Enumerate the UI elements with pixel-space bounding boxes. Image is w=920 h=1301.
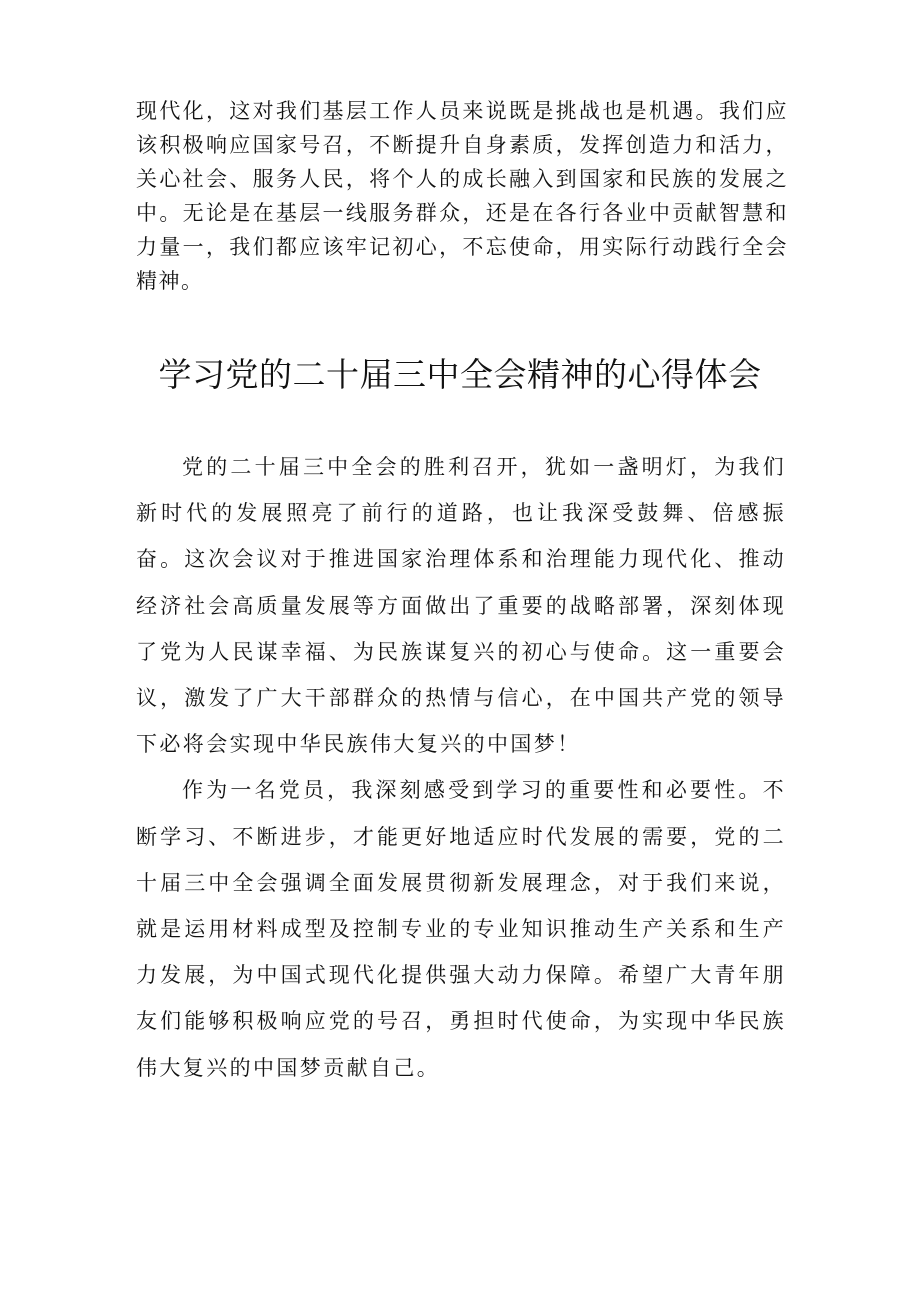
previous-section-paragraph: 现代化，这对我们基层工作人员来说既是挑战也是机遇。我们应该积极响应国家号召，不断提升自身素质，发挥创造力和活力，关心社会、服务人民，将个人的成长融入到国家和民族的发展之中。无论是在基层一线服务群众，还是在各行各业中贡献智慧和力量一，我们都应该牢记初心，不忘使命，用实际行动践行全会精神。 bbox=[136, 99, 788, 293]
article-paragraph-1: 党的二十届三中全会的胜利召开，犹如一盏明灯，为我们新时代的发展照亮了前行的道路，也让我深受鼓舞、倍感振奋。这次会议对于推进国家治理体系和治理能力现代化、推动经济社会高质量发展等方面做出了重要的战略部署，深刻体现了党为人民谋幸福、为民族谋复兴的初心与使命。这一重要会议，激发了广大干部群众的热情与信心，在中国共产党的领导下必将会实现中华民族伟大复兴的中国梦！ bbox=[136, 455, 786, 757]
article-body bbox=[136, 444, 786, 1091]
article-paragraph-2: 作为一名党员，我深刻感受到学习的重要性和必要性。不断学习、不断进步，才能更好地适应时代发展的需要，党的二十届三中全会强调全面发展贯彻新发展理念，对于我们来说，就是运用材料成型及控制专业的专业知识推动生产关系和生产力发展，为中国式现代化提供强大动力保障。希望广大青年朋友们能够积极响应党的号召，勇担时代使命，为实现中华民族伟大复兴的中国梦贡献自己。 bbox=[136, 778, 786, 1080]
article-title: 学习党的二十届三中全会精神的心得体会 bbox=[158, 355, 762, 394]
